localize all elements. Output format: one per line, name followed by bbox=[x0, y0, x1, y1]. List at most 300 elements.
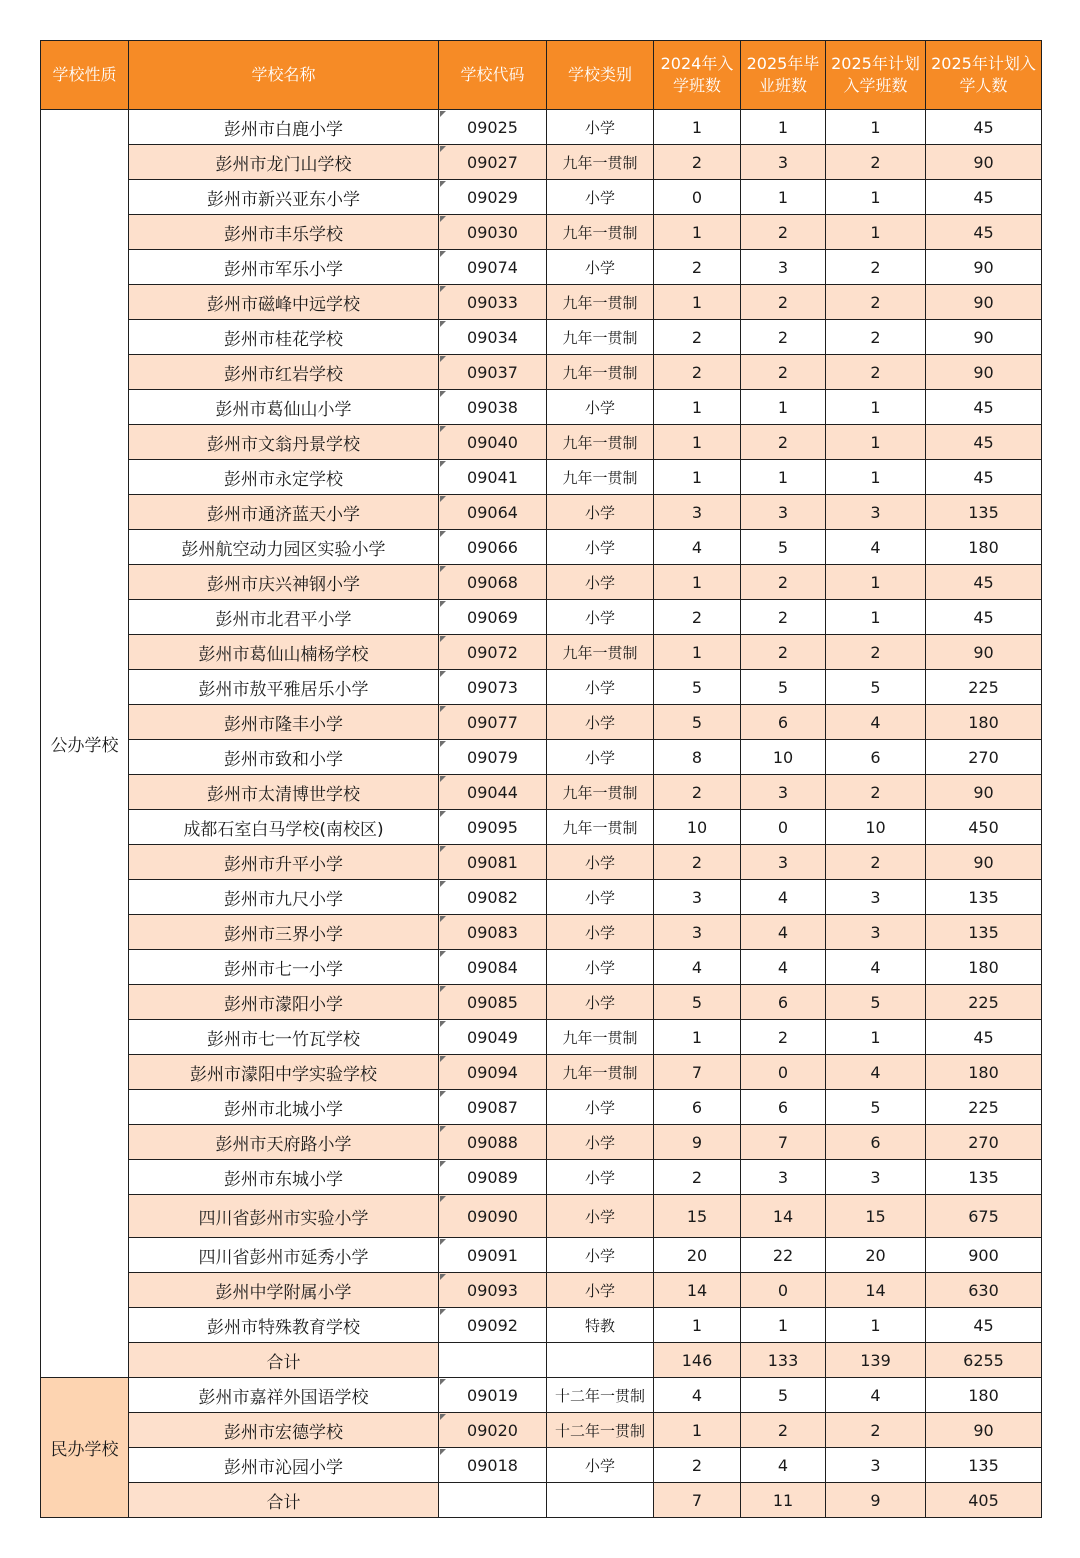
school-code-cell bbox=[439, 985, 547, 1020]
graduating-2025-cell: 2 bbox=[741, 215, 826, 250]
classes-2024-cell: 3 bbox=[654, 495, 741, 530]
school-code-text: 09025 bbox=[467, 117, 518, 137]
school-code-cell bbox=[439, 1378, 547, 1413]
cell-comment-marker bbox=[440, 741, 446, 747]
planned-classes-cell: 4 bbox=[826, 530, 926, 565]
table-row bbox=[41, 1020, 1042, 1055]
school-code-text: 09041 bbox=[467, 467, 518, 487]
school-name-cell: 彭州市永定学校 bbox=[129, 460, 439, 495]
total-planned-students-cell: 6255 bbox=[926, 1343, 1042, 1378]
cell-comment-marker bbox=[440, 1161, 446, 1167]
table-row bbox=[41, 1448, 1042, 1483]
planned-classes-cell: 3 bbox=[826, 1448, 926, 1483]
classes-2024-cell: 1 bbox=[654, 565, 741, 600]
planned-students-cell: 270 bbox=[926, 1125, 1042, 1160]
school-name-cell: 彭州市葛仙山小学 bbox=[129, 390, 439, 425]
school-name-cell: 彭州市龙门山学校 bbox=[129, 145, 439, 180]
school-code-cell bbox=[439, 705, 547, 740]
planned-classes-cell: 4 bbox=[826, 1378, 926, 1413]
table-row bbox=[41, 880, 1042, 915]
cell-comment-marker bbox=[440, 461, 446, 467]
table-row bbox=[41, 215, 1042, 250]
table-row bbox=[41, 425, 1042, 460]
graduating-2025-cell: 6 bbox=[741, 705, 826, 740]
planned-students-cell: 180 bbox=[926, 1055, 1042, 1090]
school-code-text: 09069 bbox=[467, 607, 518, 627]
graduating-2025-cell: 0 bbox=[741, 1055, 826, 1090]
school-type-cell: 小学 bbox=[547, 985, 654, 1020]
school-code-cell bbox=[439, 355, 547, 390]
enrollment-plan-table bbox=[40, 40, 1042, 1518]
graduating-2025-cell: 22 bbox=[741, 1238, 826, 1273]
school-type-cell: 小学 bbox=[547, 495, 654, 530]
header-row bbox=[41, 41, 1042, 110]
table-row bbox=[41, 1125, 1042, 1160]
cell-comment-marker bbox=[440, 636, 446, 642]
graduating-2025-cell: 2 bbox=[741, 600, 826, 635]
header-2025-planned-classes: 2025年计划入学班数 bbox=[826, 41, 926, 110]
school-type-cell: 九年一贯制 bbox=[547, 1020, 654, 1055]
school-code-cell bbox=[439, 1090, 547, 1125]
planned-classes-cell: 2 bbox=[826, 320, 926, 355]
planned-students-cell: 180 bbox=[926, 705, 1042, 740]
school-type-cell: 十二年一贯制 bbox=[547, 1378, 654, 1413]
school-type-cell: 小学 bbox=[547, 250, 654, 285]
cell-comment-marker bbox=[440, 426, 446, 432]
planned-classes-cell: 3 bbox=[826, 1160, 926, 1195]
planned-students-cell: 225 bbox=[926, 1090, 1042, 1125]
graduating-2025-cell: 0 bbox=[741, 810, 826, 845]
school-code-cell bbox=[439, 1125, 547, 1160]
classes-2024-cell: 4 bbox=[654, 530, 741, 565]
school-code-cell bbox=[439, 775, 547, 810]
classes-2024-cell: 1 bbox=[654, 635, 741, 670]
planned-students-cell: 90 bbox=[926, 250, 1042, 285]
planned-classes-cell: 2 bbox=[826, 1413, 926, 1448]
classes-2024-cell: 7 bbox=[654, 1055, 741, 1090]
classes-2024-cell: 5 bbox=[654, 670, 741, 705]
planned-classes-cell: 14 bbox=[826, 1273, 926, 1308]
planned-students-cell: 225 bbox=[926, 985, 1042, 1020]
school-code-cell bbox=[439, 495, 547, 530]
school-code-text: 09033 bbox=[467, 292, 518, 312]
graduating-2025-cell: 10 bbox=[741, 740, 826, 775]
total-2024-cell: 7 bbox=[654, 1483, 741, 1518]
planned-students-cell: 900 bbox=[926, 1238, 1042, 1273]
graduating-2025-cell: 2 bbox=[741, 425, 826, 460]
graduating-2025-cell: 1 bbox=[741, 1308, 826, 1343]
school-code-text: 09092 bbox=[467, 1315, 518, 1335]
school-name-cell: 彭州市隆丰小学 bbox=[129, 705, 439, 740]
graduating-2025-cell: 3 bbox=[741, 1160, 826, 1195]
school-code-cell bbox=[439, 880, 547, 915]
school-code-text: 09019 bbox=[467, 1385, 518, 1405]
table-row bbox=[41, 355, 1042, 390]
cell-comment-marker bbox=[440, 1239, 446, 1245]
classes-2024-cell: 4 bbox=[654, 1378, 741, 1413]
school-type-cell: 小学 bbox=[547, 390, 654, 425]
table-row bbox=[41, 1195, 1042, 1238]
school-code-text: 09077 bbox=[467, 712, 518, 732]
planned-classes-cell: 15 bbox=[826, 1195, 926, 1238]
table-row bbox=[41, 1238, 1042, 1273]
planned-students-cell: 45 bbox=[926, 180, 1042, 215]
table-row bbox=[41, 600, 1042, 635]
school-code-cell bbox=[439, 250, 547, 285]
cell-comment-marker bbox=[440, 601, 446, 607]
classes-2024-cell: 2 bbox=[654, 845, 741, 880]
school-code-text: 09091 bbox=[467, 1245, 518, 1265]
table-row bbox=[41, 1308, 1042, 1343]
planned-classes-cell: 1 bbox=[826, 215, 926, 250]
cell-comment-marker bbox=[440, 1021, 446, 1027]
school-type-cell: 小学 bbox=[547, 705, 654, 740]
school-name-cell: 四川省彭州市延秀小学 bbox=[129, 1238, 439, 1273]
school-code-text: 09088 bbox=[467, 1132, 518, 1152]
planned-students-cell: 225 bbox=[926, 670, 1042, 705]
school-name-cell: 彭州市磁峰中远学校 bbox=[129, 285, 439, 320]
school-code-text: 09049 bbox=[467, 1027, 518, 1047]
cell-comment-marker bbox=[440, 1274, 446, 1280]
school-type-cell: 九年一贯制 bbox=[547, 320, 654, 355]
school-code-text: 09044 bbox=[467, 782, 518, 802]
classes-2024-cell: 2 bbox=[654, 600, 741, 635]
planned-students-cell: 270 bbox=[926, 740, 1042, 775]
cell-comment-marker bbox=[440, 496, 446, 502]
graduating-2025-cell: 2 bbox=[741, 1413, 826, 1448]
planned-students-cell: 90 bbox=[926, 775, 1042, 810]
school-code-text: 09072 bbox=[467, 642, 518, 662]
cell-comment-marker bbox=[440, 566, 446, 572]
school-name-cell: 彭州市文翁丹景学校 bbox=[129, 425, 439, 460]
planned-classes-cell: 1 bbox=[826, 390, 926, 425]
classes-2024-cell: 1 bbox=[654, 460, 741, 495]
school-name-cell: 彭州市新兴亚东小学 bbox=[129, 180, 439, 215]
planned-students-cell: 180 bbox=[926, 530, 1042, 565]
cell-comment-marker bbox=[440, 706, 446, 712]
graduating-2025-cell: 2 bbox=[741, 320, 826, 355]
school-name-cell: 彭州市九尺小学 bbox=[129, 880, 439, 915]
classes-2024-cell: 3 bbox=[654, 915, 741, 950]
table-row bbox=[41, 950, 1042, 985]
school-name-cell: 彭州市葛仙山楠杨学校 bbox=[129, 635, 439, 670]
school-code-text: 09066 bbox=[467, 537, 518, 557]
planned-classes-cell: 1 bbox=[826, 1020, 926, 1055]
school-name-cell: 彭州市七一竹瓦学校 bbox=[129, 1020, 439, 1055]
planned-students-cell: 135 bbox=[926, 1160, 1042, 1195]
school-code-text: 09095 bbox=[467, 817, 518, 837]
school-name-cell: 彭州市丰乐学校 bbox=[129, 215, 439, 250]
school-type-cell: 九年一贯制 bbox=[547, 425, 654, 460]
classes-2024-cell: 2 bbox=[654, 355, 741, 390]
school-code-cell bbox=[439, 425, 547, 460]
school-code-cell bbox=[439, 565, 547, 600]
school-name-cell: 彭州市北君平小学 bbox=[129, 600, 439, 635]
cell-comment-marker bbox=[440, 1196, 446, 1202]
total-code-empty bbox=[439, 1483, 547, 1518]
planned-classes-cell: 3 bbox=[826, 915, 926, 950]
cell-comment-marker bbox=[440, 111, 446, 117]
school-type-cell: 十二年一贯制 bbox=[547, 1413, 654, 1448]
planned-classes-cell: 5 bbox=[826, 1090, 926, 1125]
school-name-cell: 彭州市东城小学 bbox=[129, 1160, 439, 1195]
school-type-cell: 小学 bbox=[547, 565, 654, 600]
planned-students-cell: 135 bbox=[926, 880, 1042, 915]
school-code-cell bbox=[439, 740, 547, 775]
school-type-cell: 九年一贯制 bbox=[547, 810, 654, 845]
school-code-cell bbox=[439, 145, 547, 180]
header-school-code: 学校代码 bbox=[439, 41, 547, 110]
school-code-text: 09020 bbox=[467, 1420, 518, 1440]
planned-students-cell: 450 bbox=[926, 810, 1042, 845]
school-code-text: 09073 bbox=[467, 677, 518, 697]
school-code-text: 09094 bbox=[467, 1062, 518, 1082]
cell-comment-marker bbox=[440, 531, 446, 537]
graduating-2025-cell: 1 bbox=[741, 460, 826, 495]
header-2024-classes: 2024年入学班数 bbox=[654, 41, 741, 110]
graduating-2025-cell: 4 bbox=[741, 950, 826, 985]
planned-students-cell: 90 bbox=[926, 145, 1042, 180]
table-row bbox=[41, 740, 1042, 775]
table-row bbox=[41, 110, 1042, 145]
school-name-cell: 彭州市白鹿小学 bbox=[129, 110, 439, 145]
planned-classes-cell: 3 bbox=[826, 495, 926, 530]
school-code-text: 09064 bbox=[467, 502, 518, 522]
cell-comment-marker bbox=[440, 1126, 446, 1132]
table-row bbox=[41, 635, 1042, 670]
classes-2024-cell: 2 bbox=[654, 250, 741, 285]
classes-2024-cell: 1 bbox=[654, 425, 741, 460]
planned-students-cell: 45 bbox=[926, 565, 1042, 600]
total-planned-classes-cell: 139 bbox=[826, 1343, 926, 1378]
classes-2024-cell: 8 bbox=[654, 740, 741, 775]
classes-2024-cell: 2 bbox=[654, 1448, 741, 1483]
cell-comment-marker bbox=[440, 811, 446, 817]
total-row bbox=[41, 1343, 1042, 1378]
total-code-empty bbox=[439, 1343, 547, 1378]
planned-classes-cell: 3 bbox=[826, 880, 926, 915]
school-code-text: 09087 bbox=[467, 1097, 518, 1117]
planned-classes-cell: 6 bbox=[826, 740, 926, 775]
planned-students-cell: 45 bbox=[926, 1020, 1042, 1055]
cell-comment-marker bbox=[440, 1449, 446, 1455]
classes-2024-cell: 10 bbox=[654, 810, 741, 845]
school-code-text: 09093 bbox=[467, 1280, 518, 1300]
classes-2024-cell: 1 bbox=[654, 110, 741, 145]
school-code-text: 09074 bbox=[467, 257, 518, 277]
planned-classes-cell: 2 bbox=[826, 845, 926, 880]
category-cell: 公办学校 bbox=[41, 110, 129, 1378]
classes-2024-cell: 0 bbox=[654, 180, 741, 215]
table-row bbox=[41, 320, 1042, 355]
cell-comment-marker bbox=[440, 881, 446, 887]
graduating-2025-cell: 2 bbox=[741, 635, 826, 670]
classes-2024-cell: 2 bbox=[654, 145, 741, 180]
table-row bbox=[41, 495, 1042, 530]
planned-classes-cell: 2 bbox=[826, 775, 926, 810]
classes-2024-cell: 15 bbox=[654, 1195, 741, 1238]
school-name-cell: 彭州市军乐小学 bbox=[129, 250, 439, 285]
school-name-cell: 彭州中学附属小学 bbox=[129, 1273, 439, 1308]
graduating-2025-cell: 14 bbox=[741, 1195, 826, 1238]
school-name-cell: 彭州市三界小学 bbox=[129, 915, 439, 950]
total-type-empty bbox=[547, 1343, 654, 1378]
planned-students-cell: 90 bbox=[926, 285, 1042, 320]
school-code-cell bbox=[439, 915, 547, 950]
table-row bbox=[41, 390, 1042, 425]
table-row bbox=[41, 180, 1042, 215]
school-code-cell bbox=[439, 950, 547, 985]
planned-classes-cell: 2 bbox=[826, 250, 926, 285]
cell-comment-marker bbox=[440, 1414, 446, 1420]
graduating-2025-cell: 6 bbox=[741, 1090, 826, 1125]
graduating-2025-cell: 3 bbox=[741, 495, 826, 530]
planned-classes-cell: 2 bbox=[826, 635, 926, 670]
planned-students-cell: 90 bbox=[926, 320, 1042, 355]
classes-2024-cell: 2 bbox=[654, 775, 741, 810]
header-school-type: 学校类别 bbox=[547, 41, 654, 110]
graduating-2025-cell: 7 bbox=[741, 1125, 826, 1160]
planned-students-cell: 45 bbox=[926, 600, 1042, 635]
cell-comment-marker bbox=[440, 671, 446, 677]
school-code-text: 09089 bbox=[467, 1167, 518, 1187]
school-code-cell bbox=[439, 1195, 547, 1238]
classes-2024-cell: 5 bbox=[654, 985, 741, 1020]
school-name-cell: 彭州市濛阳小学 bbox=[129, 985, 439, 1020]
cell-comment-marker bbox=[440, 321, 446, 327]
cell-comment-marker bbox=[440, 356, 446, 362]
school-type-cell: 九年一贯制 bbox=[547, 1055, 654, 1090]
planned-classes-cell: 5 bbox=[826, 985, 926, 1020]
table-row bbox=[41, 845, 1042, 880]
school-type-cell: 小学 bbox=[547, 740, 654, 775]
header-2025-graduating: 2025年毕业班数 bbox=[741, 41, 826, 110]
planned-students-cell: 135 bbox=[926, 495, 1042, 530]
school-code-text: 09034 bbox=[467, 327, 518, 347]
planned-classes-cell: 2 bbox=[826, 355, 926, 390]
planned-students-cell: 135 bbox=[926, 915, 1042, 950]
school-name-cell: 彭州市庆兴神钢小学 bbox=[129, 565, 439, 600]
classes-2024-cell: 6 bbox=[654, 1090, 741, 1125]
school-code-cell bbox=[439, 635, 547, 670]
total-planned-classes-cell: 9 bbox=[826, 1483, 926, 1518]
graduating-2025-cell: 5 bbox=[741, 670, 826, 705]
table-row bbox=[41, 1160, 1042, 1195]
school-name-cell: 彭州市七一小学 bbox=[129, 950, 439, 985]
table-body bbox=[41, 110, 1042, 1518]
classes-2024-cell: 1 bbox=[654, 1308, 741, 1343]
graduating-2025-cell: 2 bbox=[741, 285, 826, 320]
school-name-cell: 彭州市通济蓝天小学 bbox=[129, 495, 439, 530]
school-name-cell: 彭州市太清博世学校 bbox=[129, 775, 439, 810]
table-row bbox=[41, 670, 1042, 705]
school-code-cell bbox=[439, 1273, 547, 1308]
school-code-cell bbox=[439, 390, 547, 425]
school-name-cell: 彭州市敖平雅居乐小学 bbox=[129, 670, 439, 705]
total-2024-cell: 146 bbox=[654, 1343, 741, 1378]
school-code-cell bbox=[439, 600, 547, 635]
school-type-cell: 九年一贯制 bbox=[547, 355, 654, 390]
planned-classes-cell: 1 bbox=[826, 565, 926, 600]
graduating-2025-cell: 2 bbox=[741, 565, 826, 600]
school-type-cell: 小学 bbox=[547, 1090, 654, 1125]
school-type-cell: 小学 bbox=[547, 600, 654, 635]
planned-classes-cell: 4 bbox=[826, 950, 926, 985]
table-row bbox=[41, 1413, 1042, 1448]
planned-classes-cell: 1 bbox=[826, 600, 926, 635]
planned-students-cell: 675 bbox=[926, 1195, 1042, 1238]
graduating-2025-cell: 3 bbox=[741, 145, 826, 180]
table-row bbox=[41, 915, 1042, 950]
school-code-text: 09038 bbox=[467, 397, 518, 417]
table-row bbox=[41, 530, 1042, 565]
planned-students-cell: 90 bbox=[926, 635, 1042, 670]
school-type-cell: 小学 bbox=[547, 915, 654, 950]
planned-students-cell: 45 bbox=[926, 460, 1042, 495]
school-type-cell: 小学 bbox=[547, 1195, 654, 1238]
table-row bbox=[41, 705, 1042, 740]
planned-students-cell: 630 bbox=[926, 1273, 1042, 1308]
cell-comment-marker bbox=[440, 1056, 446, 1062]
classes-2024-cell: 2 bbox=[654, 320, 741, 355]
classes-2024-cell: 9 bbox=[654, 1125, 741, 1160]
graduating-2025-cell: 1 bbox=[741, 180, 826, 215]
school-name-cell: 彭州市特殊教育学校 bbox=[129, 1308, 439, 1343]
graduating-2025-cell: 1 bbox=[741, 110, 826, 145]
school-type-cell: 九年一贯制 bbox=[547, 460, 654, 495]
cell-comment-marker bbox=[440, 391, 446, 397]
total-label-cell: 合计 bbox=[129, 1343, 439, 1378]
school-type-cell: 小学 bbox=[547, 1160, 654, 1195]
planned-students-cell: 135 bbox=[926, 1448, 1042, 1483]
cell-comment-marker bbox=[440, 1379, 446, 1385]
planned-classes-cell: 1 bbox=[826, 425, 926, 460]
classes-2024-cell: 1 bbox=[654, 1020, 741, 1055]
classes-2024-cell: 2 bbox=[654, 1160, 741, 1195]
planned-students-cell: 180 bbox=[926, 950, 1042, 985]
school-name-cell: 彭州市濛阳中学实验学校 bbox=[129, 1055, 439, 1090]
school-code-cell bbox=[439, 1308, 547, 1343]
school-code-cell bbox=[439, 285, 547, 320]
school-code-cell bbox=[439, 1160, 547, 1195]
school-code-cell bbox=[439, 845, 547, 880]
total-planned-students-cell: 405 bbox=[926, 1483, 1042, 1518]
school-name-cell: 彭州市桂花学校 bbox=[129, 320, 439, 355]
school-code-cell bbox=[439, 460, 547, 495]
school-code-cell bbox=[439, 320, 547, 355]
school-code-cell bbox=[439, 530, 547, 565]
school-type-cell: 九年一贯制 bbox=[547, 215, 654, 250]
graduating-2025-cell: 2 bbox=[741, 1020, 826, 1055]
planned-students-cell: 90 bbox=[926, 355, 1042, 390]
school-code-text: 09030 bbox=[467, 222, 518, 242]
cell-comment-marker bbox=[440, 216, 446, 222]
classes-2024-cell: 1 bbox=[654, 285, 741, 320]
planned-classes-cell: 1 bbox=[826, 460, 926, 495]
planned-classes-cell: 1 bbox=[826, 110, 926, 145]
planned-classes-cell: 1 bbox=[826, 180, 926, 215]
classes-2024-cell: 1 bbox=[654, 390, 741, 425]
planned-classes-cell: 20 bbox=[826, 1238, 926, 1273]
school-name-cell: 彭州市致和小学 bbox=[129, 740, 439, 775]
school-code-text: 09037 bbox=[467, 362, 518, 382]
classes-2024-cell: 1 bbox=[654, 1413, 741, 1448]
planned-classes-cell: 5 bbox=[826, 670, 926, 705]
school-name-cell: 彭州市红岩学校 bbox=[129, 355, 439, 390]
school-code-text: 09082 bbox=[467, 887, 518, 907]
cell-comment-marker bbox=[440, 1091, 446, 1097]
school-type-cell: 小学 bbox=[547, 1125, 654, 1160]
